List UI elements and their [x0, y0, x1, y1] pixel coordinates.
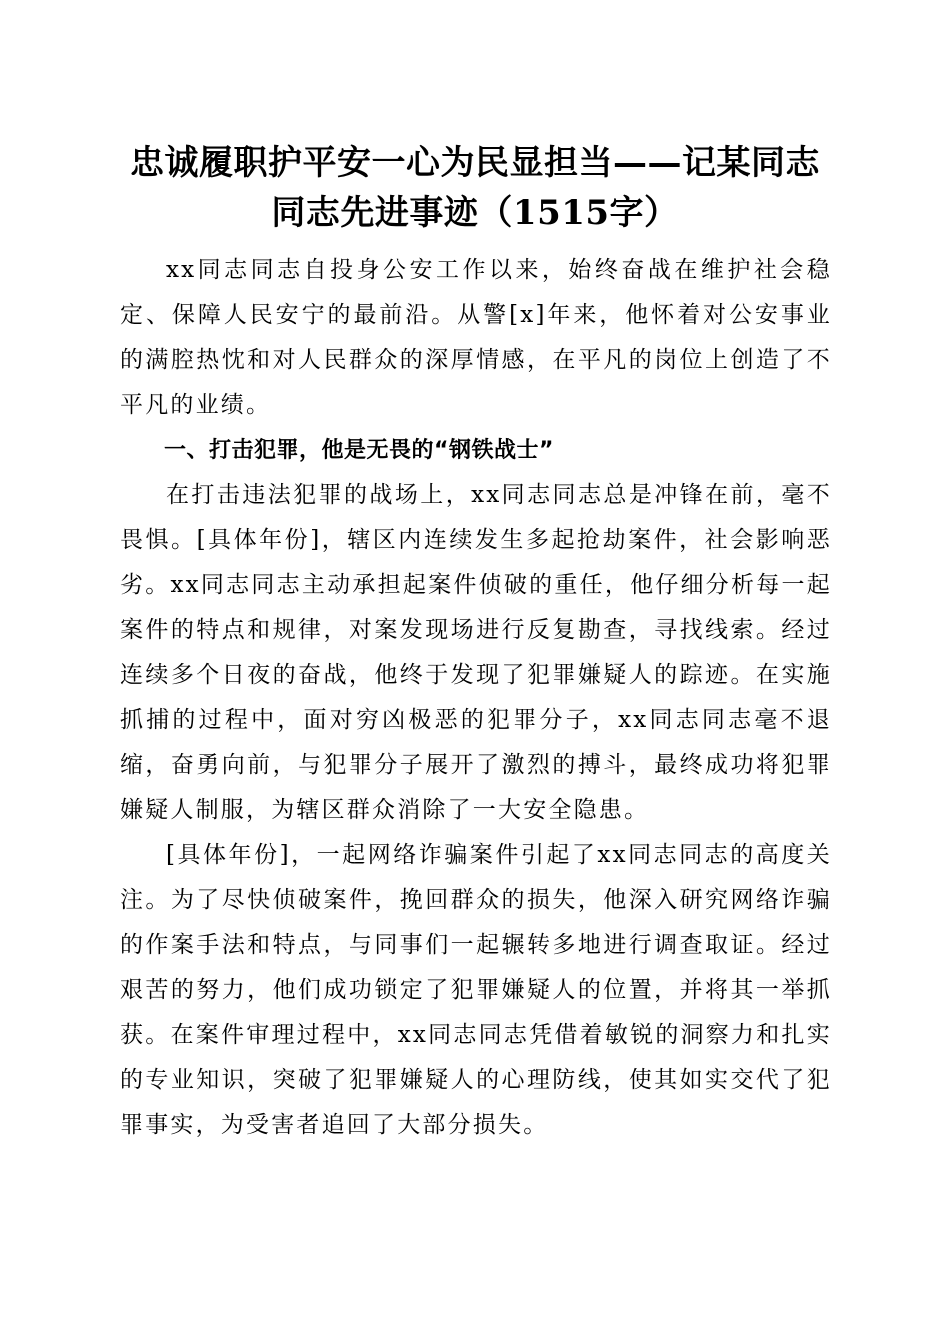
intro-paragraph: xx同志同志自投身公安工作以来，始终奋战在维护社会稳定、保障人民安宁的最前沿。从警[x]年来，他怀着对公安事业的满腔热忱和对人民群众的深厚情感，在平凡的岗位上创造了不平凡的业绩。	[120, 257, 832, 418]
document-body	[120, 248, 832, 1148]
title-line-1: 忠诚履职护平安一心为民显担当——记某同志	[130, 143, 820, 183]
body-paragraph: 在打击违法犯罪的战场上，xx同志同志总是冲锋在前，毫不畏惧。[具体年份]，辖区内连续发生多起抢劫案件，社会影响恶劣。xx同志同志主动承担起案件侦破的重任，他仔细分析每一起案件的特点和规律，对案发现场进行反复勘查，寻找线索。经过连续多个日夜的奋战，他终于发现了犯罪嫌疑人的踪迹。在实施抓捕的过程中，面对穷凶极恶的犯罪分子，xx同志同志毫不退缩，奋勇向前，与犯罪分子展开了激烈的搏斗，最终成功将犯罪嫌疑人制服，为辖区群众消除了一大安全隐患。	[120, 482, 832, 823]
document-title	[100, 138, 850, 238]
title-line-2: 同志先进事迹（1515字）	[271, 193, 679, 233]
body-paragraph: [具体年份]，一起网络诈骗案件引起了xx同志同志的高度关注。为了尽快侦破案件，挽回群众的损失，他深入研究网络诈骗的作案手法和特点，与同事们一起辗转多地进行调查取证。经过艰苦的努力，他们成功锁定了犯罪嫌疑人的位置，并将其一举抓获。在案件审理过程中，xx同志同志凭借着敏锐的洞察力和扎实的专业知识，突破了犯罪嫌疑人的心理防线，使其如实交代了犯罪事实，为受害者追回了大部分损失。	[120, 842, 832, 1138]
section-heading: 一、打击犯罪，他是无畏的“钢铁战士”	[164, 438, 554, 463]
